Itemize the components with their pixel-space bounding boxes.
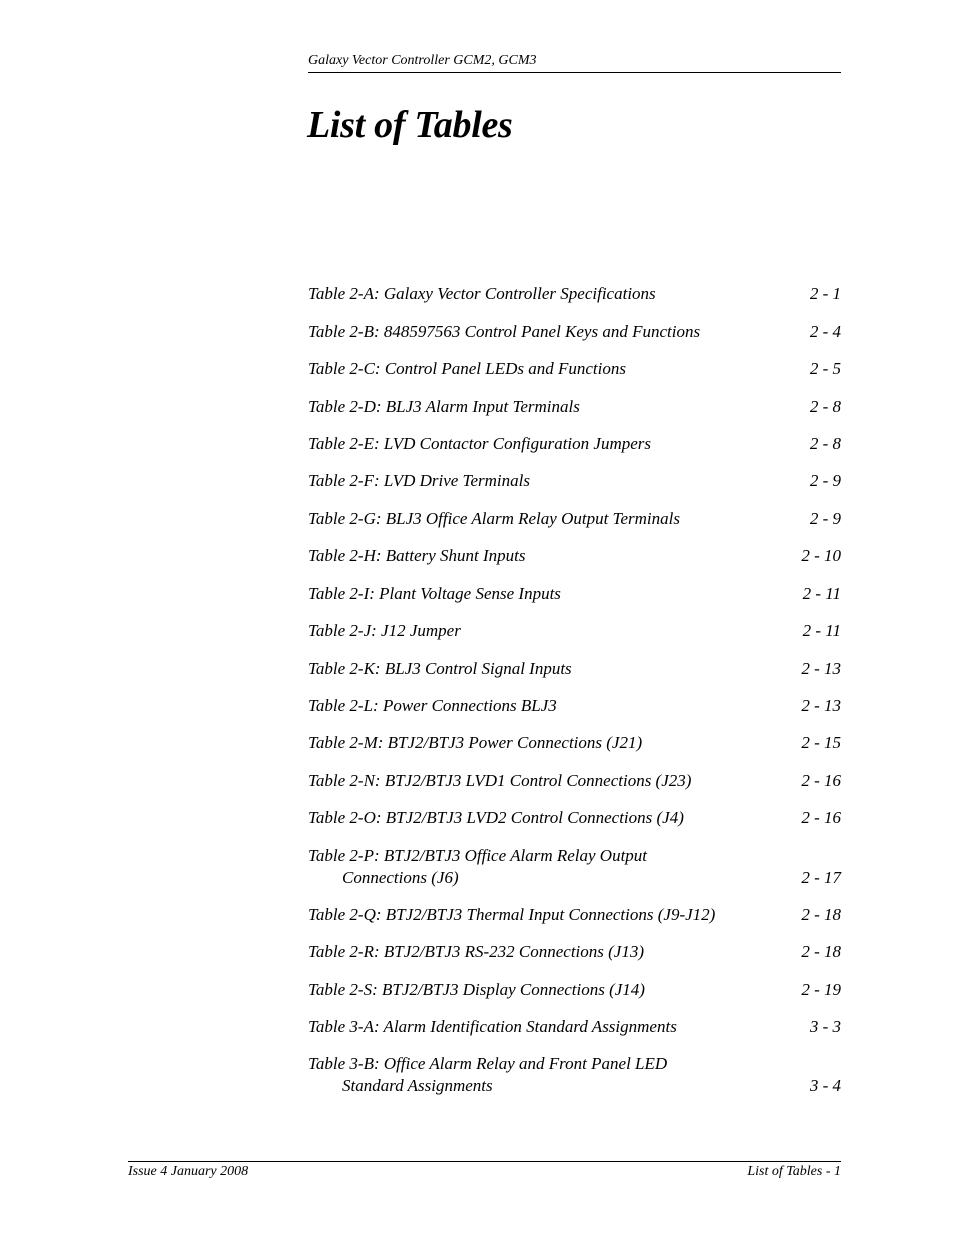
toc-entry-page: 2 - 11	[802, 621, 841, 640]
toc-entry-page: 2 - 8	[809, 434, 841, 453]
toc-entry[interactable]	[308, 807, 841, 829]
toc-entry-page: 2 - 4	[809, 322, 841, 341]
toc-entry-title: Table 2-E: LVD Contactor Configuration Jumpers	[308, 434, 651, 453]
toc-entry-page: 2 - 13	[801, 659, 841, 678]
toc-entry-page: 2 - 5	[809, 359, 841, 378]
toc-entry-title	[308, 845, 778, 889]
toc-entry-page: 2 - 11	[802, 584, 841, 603]
toc-entry-page: 2 - 16	[801, 808, 841, 827]
toc-entry-title-line: Table 3-B: Office Alarm Relay and Front Panel LED	[308, 1054, 668, 1073]
toc-entry[interactable]	[308, 941, 841, 963]
footer-rule	[128, 1161, 841, 1162]
toc-entry-page: 2 - 16	[801, 771, 841, 790]
toc-entry-page: 2 - 1	[809, 284, 841, 303]
toc-entry-title: Table 2-S: BTJ2/BTJ3 Display Connections (J14)	[308, 980, 645, 999]
toc-entry-title-continuation: Connections (J6)	[342, 868, 459, 887]
toc-entry[interactable]	[308, 845, 841, 889]
toc-entry-page: 2 - 15	[801, 733, 841, 752]
toc-entry[interactable]	[308, 979, 841, 1001]
toc-entry[interactable]	[308, 583, 841, 605]
toc-entry[interactable]	[308, 1053, 841, 1097]
toc-entry[interactable]	[308, 283, 841, 305]
toc-entry[interactable]	[308, 433, 841, 455]
toc-entry-title: Table 2-K: BLJ3 Control Signal Inputs	[308, 659, 572, 678]
toc-entry-title: Table 2-D: BLJ3 Alarm Input Terminals	[308, 397, 580, 416]
toc-entry-page: 3 - 3	[809, 1017, 841, 1036]
toc-entry-title: Table 2-F: LVD Drive Terminals	[308, 471, 530, 490]
toc-entry-page: 2 - 18	[801, 905, 841, 924]
toc-entry-title: Table 2-B: 848597563 Control Panel Keys and Functions	[308, 322, 701, 341]
toc-entry-page: 2 - 8	[809, 397, 841, 416]
toc-entry-title: Table 2-N: BTJ2/BTJ3 LVD1 Control Connections (J23)	[308, 771, 692, 790]
toc-entry-page: 2 - 10	[801, 546, 841, 565]
toc-entry[interactable]	[308, 770, 841, 792]
toc-entry-page: 2 - 17	[801, 868, 841, 887]
toc-entry-page: 2 - 9	[809, 509, 841, 528]
toc-entry-title: Table 2-C: Control Panel LEDs and Functions	[308, 359, 626, 378]
toc-entry[interactable]	[308, 321, 841, 343]
toc-entry[interactable]	[308, 904, 841, 926]
toc-entry-title-line: Table 2-P: BTJ2/BTJ3 Office Alarm Relay Output	[308, 846, 648, 865]
toc-entry-title: Table 2-A: Galaxy Vector Controller Specifications	[308, 284, 656, 303]
toc-entry-page: 2 - 18	[801, 942, 841, 961]
toc-entry[interactable]	[308, 358, 841, 380]
toc-entry-page: 3 - 4	[809, 1076, 841, 1095]
toc-entry[interactable]	[308, 732, 841, 754]
toc-entry-page: 2 - 19	[801, 980, 841, 999]
toc-entry-title: Table 2-M: BTJ2/BTJ3 Power Connections (J21)	[308, 733, 643, 752]
toc-entry[interactable]	[308, 658, 841, 680]
toc-entry-page: 2 - 9	[809, 471, 841, 490]
toc-entry[interactable]	[308, 1016, 841, 1038]
toc-entry-title: Table 2-O: BTJ2/BTJ3 LVD2 Control Connections (J4)	[308, 808, 684, 827]
toc-entry-title: Table 2-L: Power Connections BLJ3	[308, 696, 557, 715]
toc-entry-title: Table 2-J: J12 Jumper	[308, 621, 461, 640]
toc-entry-title: Table 2-Q: BTJ2/BTJ3 Thermal Input Connections (J9-J12)	[308, 905, 716, 924]
toc-entry[interactable]	[308, 508, 841, 530]
toc-entry-title: Table 2-I: Plant Voltage Sense Inputs	[308, 584, 561, 603]
footer-page-number: List of Tables - 1	[747, 1164, 841, 1179]
toc-entry[interactable]	[308, 470, 841, 492]
toc-entry-title-continuation: Standard Assignments	[342, 1076, 493, 1095]
toc-entry[interactable]	[308, 695, 841, 717]
toc-entry[interactable]	[308, 396, 841, 418]
toc-entry-title: Table 2-G: BLJ3 Office Alarm Relay Output Terminals	[308, 509, 680, 528]
footer-issue-date: Issue 4 January 2008	[128, 1164, 249, 1179]
page-title: List of Tables	[307, 104, 513, 146]
toc-entry-title	[308, 1053, 778, 1097]
toc-entry[interactable]	[308, 620, 841, 642]
toc-entry-title: Table 2-H: Battery Shunt Inputs	[308, 546, 526, 565]
toc-entry-title: Table 2-R: BTJ2/BTJ3 RS-232 Connections (J13)	[308, 942, 645, 961]
header-rule	[308, 72, 841, 73]
toc-entry[interactable]	[308, 545, 841, 567]
toc-entry-title: Table 3-A: Alarm Identification Standard Assignments	[308, 1017, 677, 1036]
toc-entry-page: 2 - 13	[801, 696, 841, 715]
running-header: Galaxy Vector Controller GCM2, GCM3	[308, 53, 537, 68]
